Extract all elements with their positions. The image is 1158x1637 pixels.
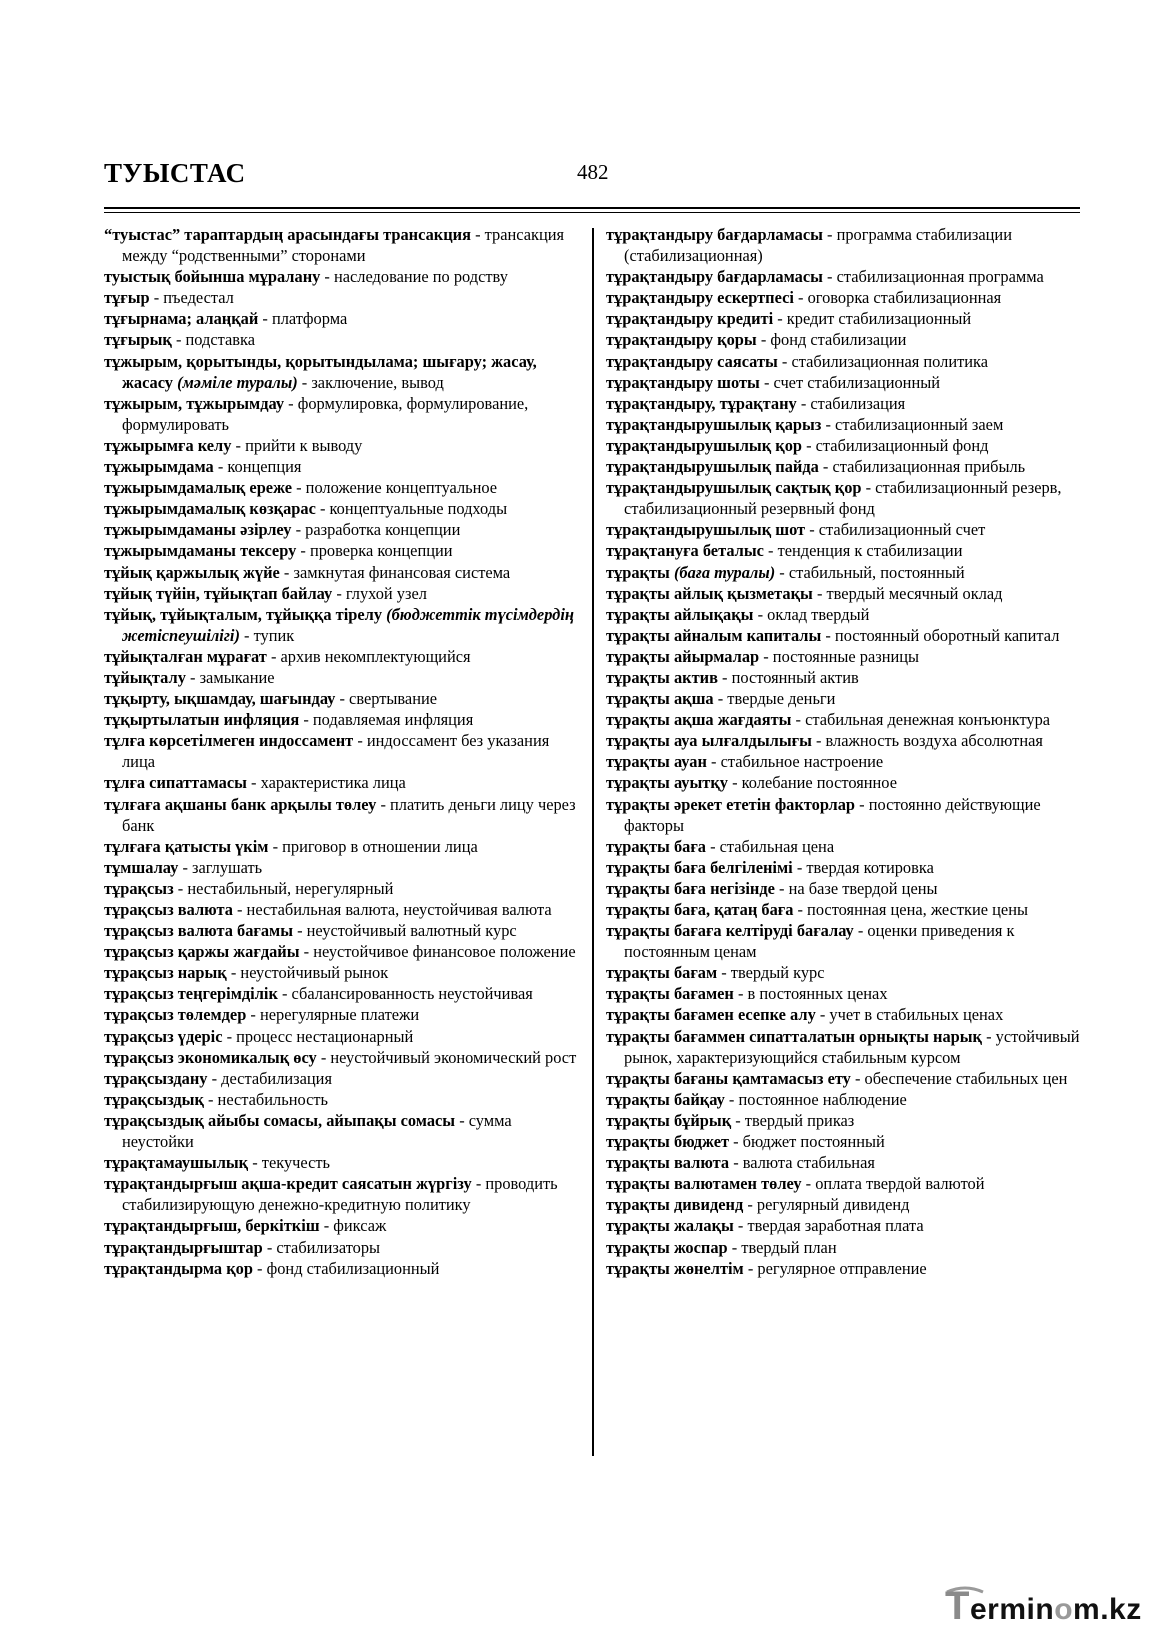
entry-translation: - стабильный, постоянный — [775, 562, 965, 582]
entry-term: тұрақты бағаны қамтамасыз ету — [606, 1068, 851, 1088]
logo-initial: T — [945, 1584, 970, 1628]
entry-term: тұрақсыздану — [104, 1068, 208, 1088]
entry-translation: - устойчивый рынок, характеризующийся стабильным курсом — [624, 1026, 1080, 1067]
dictionary-entry — [606, 1089, 1084, 1110]
entry-term: тұрақты жоспар — [606, 1237, 728, 1257]
dictionary-entry — [104, 604, 582, 646]
entry-term: тұрақты айлық қызметақы — [606, 583, 813, 603]
entry-translation: - платить деньги лицу через банк — [122, 794, 576, 835]
dictionary-entry — [104, 1068, 582, 1089]
entry-term: тұрақты әрекет ететін факторлар — [606, 794, 856, 814]
entry-term: тұрақты баға — [606, 836, 706, 856]
dictionary-entry — [104, 435, 582, 456]
entry-translation: - регулярный дивиденд — [743, 1195, 910, 1215]
entry-term: тұрақтандырғыштар — [104, 1237, 263, 1257]
entry-term: тұйық түйін, тұйықтап байлау — [104, 583, 333, 603]
dictionary-entry — [606, 477, 1084, 519]
dictionary-entry — [606, 224, 1084, 266]
dictionary-entry — [104, 540, 582, 561]
entry-term: тұрақты бағаға келтіруді бағалау — [606, 921, 854, 941]
entry-term: тұрақтандырушылық пайда — [606, 457, 819, 477]
dictionary-entry — [104, 794, 582, 836]
right-column — [606, 224, 1084, 1279]
entry-term: тұрақсыз нарық — [104, 963, 227, 983]
logo-part-2: m.kz — [1073, 1593, 1142, 1626]
entry-translation: - прийти к выводу — [231, 435, 363, 455]
entry-term: тұғыр — [104, 288, 150, 308]
dictionary-entry — [104, 329, 582, 350]
entry-term: тұрақтандыру бағдарламасы — [606, 267, 823, 287]
entry-translation: - постоянно действующие факторы — [624, 794, 1041, 835]
entry-translation: - неустойчивый рынок — [226, 963, 389, 983]
dictionary-entry — [104, 583, 582, 604]
dictionary-entry — [606, 1215, 1084, 1236]
dictionary-entry — [104, 351, 582, 393]
entry-translation: - нестабильность — [203, 1089, 328, 1109]
left-column — [104, 224, 582, 1279]
running-head: ТУЫСТАС — [104, 158, 246, 188]
dictionary-entry — [606, 1237, 1084, 1258]
entry-translation: - заглушать — [178, 857, 263, 877]
dictionary-entry — [104, 1237, 582, 1258]
entry-term: тұжырымдамалық ереже — [104, 478, 293, 498]
entry-translation: - замыкание — [185, 667, 275, 687]
entry-translation: - кредит стабилизационный — [773, 309, 972, 329]
entry-translation: - твердые деньги — [713, 689, 836, 709]
dictionary-entry — [606, 836, 1084, 857]
entry-translation: - влажность воздуха абсолютная — [811, 731, 1043, 751]
entry-term: тұқыртылатын инфляция — [104, 710, 300, 730]
entry-translation: - глухой узел — [332, 583, 427, 603]
dictionary-entry — [606, 372, 1084, 393]
dictionary-entry — [104, 287, 582, 308]
dictionary-entry — [606, 899, 1084, 920]
entry-term: тұрақтандырушылық сақтық қор — [606, 478, 862, 498]
entry-translation: - постоянный актив — [717, 667, 859, 687]
dictionary-entry — [104, 688, 582, 709]
entry-term: тұрақты жалақы — [606, 1216, 734, 1236]
entry-term: тұрақты бағаммен сипатталатын орнықты нарық — [606, 1026, 982, 1046]
entry-term: тұрақсыздық айыбы сомасы, айыпақы сомасы — [104, 1110, 456, 1130]
entry-translation: - твердая котировка — [792, 857, 934, 877]
entry-term: тұлғаға қатысты үкім — [104, 836, 269, 856]
entry-translation: - твердая заработная плата — [733, 1216, 924, 1236]
entry-translation: - оплата твердой валютой — [801, 1174, 985, 1194]
dictionary-entry — [606, 287, 1084, 308]
dictionary-entry — [606, 414, 1084, 435]
header-rule-thick — [104, 207, 1080, 209]
dictionary-entry — [606, 667, 1084, 688]
entry-translation: - оценки приведения к постоянным ценам — [624, 921, 1015, 962]
entry-translation: - в постоянных ценах — [733, 984, 888, 1004]
dictionary-entry — [104, 646, 582, 667]
entry-translation: - фонд стабилизационный — [252, 1258, 440, 1278]
entry-term: тұрақты бағамен — [606, 984, 734, 1004]
entry-term: тұлғаға ақшаны банк арқылы төлеу — [104, 794, 377, 814]
dictionary-entry — [104, 667, 582, 688]
entry-translation: - пъедестал — [149, 288, 234, 308]
entry-translation: - стабилизационный заем — [821, 414, 1004, 434]
entry-translation: - неустойчивое финансовое положение — [299, 942, 576, 962]
entry-translation: - положение концептуальное — [292, 478, 498, 498]
entry-term: тұжырымдамалық көзқарас — [104, 499, 316, 519]
entry-term: тұрақсыз — [104, 878, 174, 898]
dictionary-entry — [104, 920, 582, 941]
entry-term: тұрақты валюта — [606, 1153, 730, 1173]
entry-translation: - подавляемая инфляция — [299, 710, 474, 730]
entry-translation: - концепция — [213, 457, 302, 477]
dictionary-entry — [104, 1152, 582, 1173]
dictionary-entry — [606, 308, 1084, 329]
entry-term: “туыстас” тараптардың арасындағы трансакция — [104, 225, 471, 244]
dictionary-entry — [606, 456, 1084, 477]
entry-term: тұрақсыз үдеріс — [104, 1026, 223, 1046]
entry-translation: - замкнутая финансовая система — [279, 562, 511, 582]
entry-translation: - стабилизационный счет — [805, 520, 986, 540]
entry-term: тұрақтандыру, тұрақтану — [606, 393, 797, 413]
entry-term: тұрақтандыру шоты — [606, 372, 760, 392]
termincom-logo — [945, 1586, 1150, 1626]
dictionary-entry — [606, 1194, 1084, 1215]
entry-term: тұрақты айналым капиталы — [606, 625, 822, 645]
entry-translation: - концептуальные подходы — [315, 499, 508, 519]
dictionary-entry — [606, 1173, 1084, 1194]
entry-translation: - тенденция к стабилизации — [763, 541, 963, 561]
dictionary-entry — [606, 688, 1084, 709]
dictionary-entry — [606, 519, 1084, 540]
entry-note: (баға туралы) — [673, 562, 776, 582]
dictionary-entry — [104, 266, 582, 287]
entry-translation: - фонд стабилизации — [756, 330, 907, 350]
entry-term: тұрақтандыру кредиті — [606, 309, 774, 329]
entry-term: тұрақты ауытқу — [606, 773, 728, 793]
dictionary-entry — [104, 857, 582, 878]
entry-term: тұрақсыз қаржы жағдайы — [104, 942, 300, 962]
entry-term: тұрақты жөнелтім — [606, 1258, 744, 1278]
entry-translation: - стабилизационная прибыль — [818, 457, 1026, 477]
entry-term: тұжырым, тұжырымдау — [104, 393, 285, 413]
entry-term: тұрақты бағам — [606, 963, 718, 983]
entry-term: тұрақтандыру саясаты — [606, 351, 778, 371]
entry-translation: - текучесть — [248, 1153, 330, 1173]
dictionary-entry — [104, 1215, 582, 1236]
dictionary-entry — [104, 730, 582, 772]
entry-translation: - неустойчивый валютный курс — [293, 921, 517, 941]
dictionary-entry — [104, 772, 582, 793]
dictionary-entry — [606, 751, 1084, 772]
entry-translation: - учет в стабильных ценах — [815, 1005, 1004, 1025]
entry-term: тұрақтандыру қоры — [606, 330, 757, 350]
entry-term: тұлға көрсетілмеген индоссамент — [104, 731, 354, 751]
entry-translation: - стабилизационный резерв, стабилизационный резервный фонд — [624, 478, 1062, 519]
entry-translation: - обеспечение стабильных цен — [850, 1068, 1068, 1088]
dictionary-entry — [606, 1068, 1084, 1089]
entry-term: тұрақтамаушылық — [104, 1153, 249, 1173]
dictionary-entry — [104, 477, 582, 498]
entry-term: тұжырымдаманы әзірлеу — [104, 520, 292, 540]
entry-note: (бюджеттік түсімдердің жетіспеушілігі) — [122, 604, 574, 645]
entry-term: тұжырым, қорытынды, қорытындылама; шығару; жасау, жасасу — [104, 351, 537, 392]
dictionary-entry — [104, 1026, 582, 1047]
entry-translation: - неустойчивый экономический рост — [316, 1047, 577, 1067]
dictionary-entry — [606, 1152, 1084, 1173]
dictionary-entry — [104, 836, 582, 857]
entry-translation: - стабилизационный фонд — [802, 435, 989, 455]
dictionary-entry — [606, 1131, 1084, 1152]
entry-term: тұрақты ақша жағдаяты — [606, 710, 792, 730]
dictionary-entry — [104, 1047, 582, 1068]
entry-term: тұрақтандырушылық шот — [606, 520, 806, 540]
entry-term: тұрақты байқау — [606, 1089, 725, 1109]
entry-translation: - проверка концепции — [296, 541, 453, 561]
entry-term: тұрақсыз валюта — [104, 900, 233, 919]
entry-translation: - сумма неустойки — [122, 1110, 512, 1152]
entry-translation: - стабилизация — [796, 393, 906, 413]
dictionary-entry — [606, 435, 1084, 456]
dictionary-entry — [606, 1026, 1084, 1068]
logo-o: o — [1054, 1593, 1074, 1626]
entry-term: тұжырымдама — [104, 457, 214, 477]
dictionary-entry — [104, 1004, 582, 1025]
dictionary-entry — [104, 308, 582, 329]
entry-translation: - нестабильная валюта, неустойчивая валюта — [232, 900, 552, 919]
dictionary-entry — [104, 899, 582, 920]
dictionary-entry — [606, 983, 1084, 1004]
entry-translation: - свертывание — [335, 689, 438, 709]
entry-term: тұйық қаржылық жүйе — [104, 562, 280, 582]
entry-term: тұрақтандырушылық қор — [606, 435, 802, 455]
entry-term: тұрақтандыру бағдарламасы — [606, 225, 823, 244]
dictionary-entry — [606, 772, 1084, 793]
entry-translation: - программа стабилизации (стабилизационная) — [624, 225, 1012, 266]
entry-translation: - твердый месячный оклад — [812, 583, 1003, 603]
dictionary-entry — [606, 1110, 1084, 1131]
header-rule-thin — [104, 212, 1080, 213]
entry-translation: - стабильное настроение — [706, 752, 884, 772]
entry-translation: - проводить стабилизирующую денежно-кредитную политику — [122, 1174, 558, 1215]
dictionary-entry — [606, 962, 1084, 983]
entry-translation: - постоянное наблюдение — [724, 1089, 907, 1109]
dictionary-entry — [606, 562, 1084, 583]
entry-translation: - твердый курс — [717, 963, 825, 983]
dictionary-entry — [606, 604, 1084, 625]
entry-translation: - стабилизаторы — [262, 1237, 381, 1257]
entry-translation: - постоянная цена, жесткие цены — [793, 900, 1028, 919]
dictionary-entry — [606, 794, 1084, 836]
entry-translation: - счет стабилизационный — [759, 372, 941, 392]
entry-term: тұжырымға келу — [104, 435, 232, 455]
dictionary-entry — [104, 941, 582, 962]
dictionary-entry — [606, 266, 1084, 287]
dictionary-entry — [104, 709, 582, 730]
logo-wordmark — [970, 1594, 1142, 1626]
dictionary-entry — [104, 224, 582, 266]
entry-term: тұрақтандырғыш ақша-кредит саясатын жүргізу — [104, 1174, 472, 1194]
page-number: 482 — [577, 160, 609, 184]
entry-term: тұқырту, ықшамдау, шағындау — [104, 689, 336, 709]
entry-translation: - стабильная цена — [705, 836, 835, 856]
entry-translation: - валюта стабильная — [729, 1153, 875, 1173]
entry-translation: - дестабилизация — [207, 1068, 332, 1088]
entry-translation: - разработка концепции — [291, 520, 461, 540]
dictionary-entry — [606, 1258, 1084, 1279]
entry-term: тұрақсыз төлемдер — [104, 1005, 247, 1025]
dictionary-entry — [104, 1258, 582, 1279]
entry-term: тұмшалау — [104, 857, 179, 877]
entry-term: тұрақсыз теңгерімділік — [104, 984, 278, 1004]
entry-term: тұрақты баға белгіленімі — [606, 857, 793, 877]
column-divider — [592, 228, 594, 1456]
entry-term: тұрақтандыру ескертпесі — [606, 288, 794, 308]
entry-term: тұрақты бюджет — [606, 1132, 730, 1152]
entry-term: тұйықталған мұрағат — [104, 646, 267, 666]
entry-term: тұжырымдаманы тексеру — [104, 541, 297, 561]
entry-term: тұрақты — [606, 562, 674, 582]
entry-term: тұрақты бұйрық — [606, 1110, 732, 1130]
entry-translation: - платформа — [258, 309, 348, 329]
entry-term: тұрақты актив — [606, 667, 718, 687]
entry-translation: - оклад твердый — [753, 604, 870, 624]
entry-translation: - характеристика лица — [246, 773, 406, 793]
entry-term: тұрақтануға беталыс — [606, 541, 764, 561]
entry-translation: - фиксаж — [319, 1216, 387, 1236]
entry-translation: - нестабильный, нерегулярный — [173, 878, 394, 898]
entry-term: тұрақты баға, қатаң баға — [606, 900, 794, 919]
entry-term: тұрақсыз валюта бағамы — [104, 921, 293, 941]
dictionary-entry — [104, 498, 582, 519]
entry-translation: - твердый план — [727, 1237, 837, 1257]
dictionary-entry — [606, 329, 1084, 350]
entry-translation: - постоянные разницы — [759, 646, 920, 666]
entry-note: (мәміле туралы) — [177, 372, 298, 392]
entry-term: тұрақты баға негізінде — [606, 878, 775, 898]
entry-translation: - постоянный оборотный капитал — [821, 625, 1060, 645]
entry-translation: - регулярное отправление — [743, 1258, 927, 1278]
dictionary-entry — [104, 1110, 582, 1152]
dictionary-entry — [104, 962, 582, 983]
dictionary-entry — [104, 1173, 582, 1215]
entry-translation: - формулировка, формулирование, формулировать — [122, 393, 529, 434]
entry-term: тұрақты бағамен есепке алу — [606, 1005, 816, 1025]
entry-translation: - нерегулярные платежи — [246, 1005, 420, 1025]
entry-term: тұрақты дивиденд — [606, 1195, 744, 1215]
entry-translation: - стабилизационная политика — [777, 351, 989, 371]
entry-term: тұрақты айлықақы — [606, 604, 754, 624]
entry-term: тұрақсыз экономикалық өсу — [104, 1047, 317, 1067]
dictionary-entry — [606, 920, 1084, 962]
dictionary-entry — [104, 393, 582, 435]
entry-translation: - на базе твердой цены — [774, 878, 938, 898]
entry-term: тұғырық — [104, 330, 172, 350]
entry-translation: - приговор в отношении лица — [268, 836, 478, 856]
dictionary-entry — [606, 583, 1084, 604]
dictionary-entry — [606, 730, 1084, 751]
dictionary-entry — [606, 709, 1084, 730]
dictionary-entry — [606, 857, 1084, 878]
entry-term: тұрақсыздық — [104, 1089, 204, 1109]
entry-term: тұйық, тұйықталым, тұйыққа тірелу — [104, 604, 387, 624]
entry-term: тұрақтандырушылық қарыз — [606, 414, 822, 434]
entry-term: тұрақтандырғыш, беркіткіш — [104, 1216, 320, 1236]
entry-translation: - заключение, вывод — [297, 372, 444, 392]
entry-term: тұлға сипаттамасы — [104, 773, 247, 793]
entry-translation: - колебание постоянное — [728, 773, 897, 793]
entry-term: тұрақты ақша — [606, 689, 714, 709]
entry-term: туыстық бойынша мұралану — [104, 267, 321, 287]
dictionary-entry — [104, 1089, 582, 1110]
entry-term: тұрақты ауа ылғалдылығы — [606, 731, 812, 751]
dictionary-entry — [606, 1004, 1084, 1025]
entry-translation: - сбалансированность неустойчивая — [277, 984, 533, 1004]
entry-translation: - тупик — [239, 625, 295, 645]
entry-translation: - стабильная денежная конъюнктура — [791, 710, 1051, 730]
dictionary-entry — [104, 878, 582, 899]
entry-term: тұйықталу — [104, 667, 186, 687]
entry-translation: - архив некомплектующийся — [266, 646, 471, 666]
entry-translation: - процесс нестационарный — [222, 1026, 414, 1046]
dictionary-entry — [104, 562, 582, 583]
dictionary-entry — [606, 878, 1084, 899]
entry-translation: - оговорка стабилизационная — [793, 288, 1002, 308]
entry-term: тұрақты валютамен төлеу — [606, 1174, 802, 1194]
entry-translation: - трансакция между “родственными” сторонами — [122, 225, 565, 266]
dictionary-entry — [104, 983, 582, 1004]
entry-translation: - твердый приказ — [731, 1110, 855, 1130]
dictionary-entry — [606, 646, 1084, 667]
dictionary-entry — [606, 540, 1084, 561]
entry-term: тұрақты ауан — [606, 752, 707, 772]
entry-term: тұрақтандырма қор — [104, 1258, 253, 1278]
entry-translation: - стабилизационная программа — [822, 267, 1044, 287]
entry-translation: - подставка — [171, 330, 255, 350]
dictionary-entry — [104, 519, 582, 540]
dictionary-entry — [606, 351, 1084, 372]
dictionary-entry — [606, 393, 1084, 414]
dictionary-entry — [104, 456, 582, 477]
entry-term: тұрақты айырмалар — [606, 646, 760, 666]
entry-translation: - бюджет постоянный — [729, 1132, 885, 1152]
entry-translation: - наследование по родству — [320, 267, 508, 287]
entry-translation: - индоссамент без указания лица — [122, 731, 550, 772]
logo-part-1: ermin — [970, 1593, 1055, 1626]
dictionary-entry — [606, 625, 1084, 646]
entry-term: тұғырнама; алаңқай — [104, 309, 259, 329]
